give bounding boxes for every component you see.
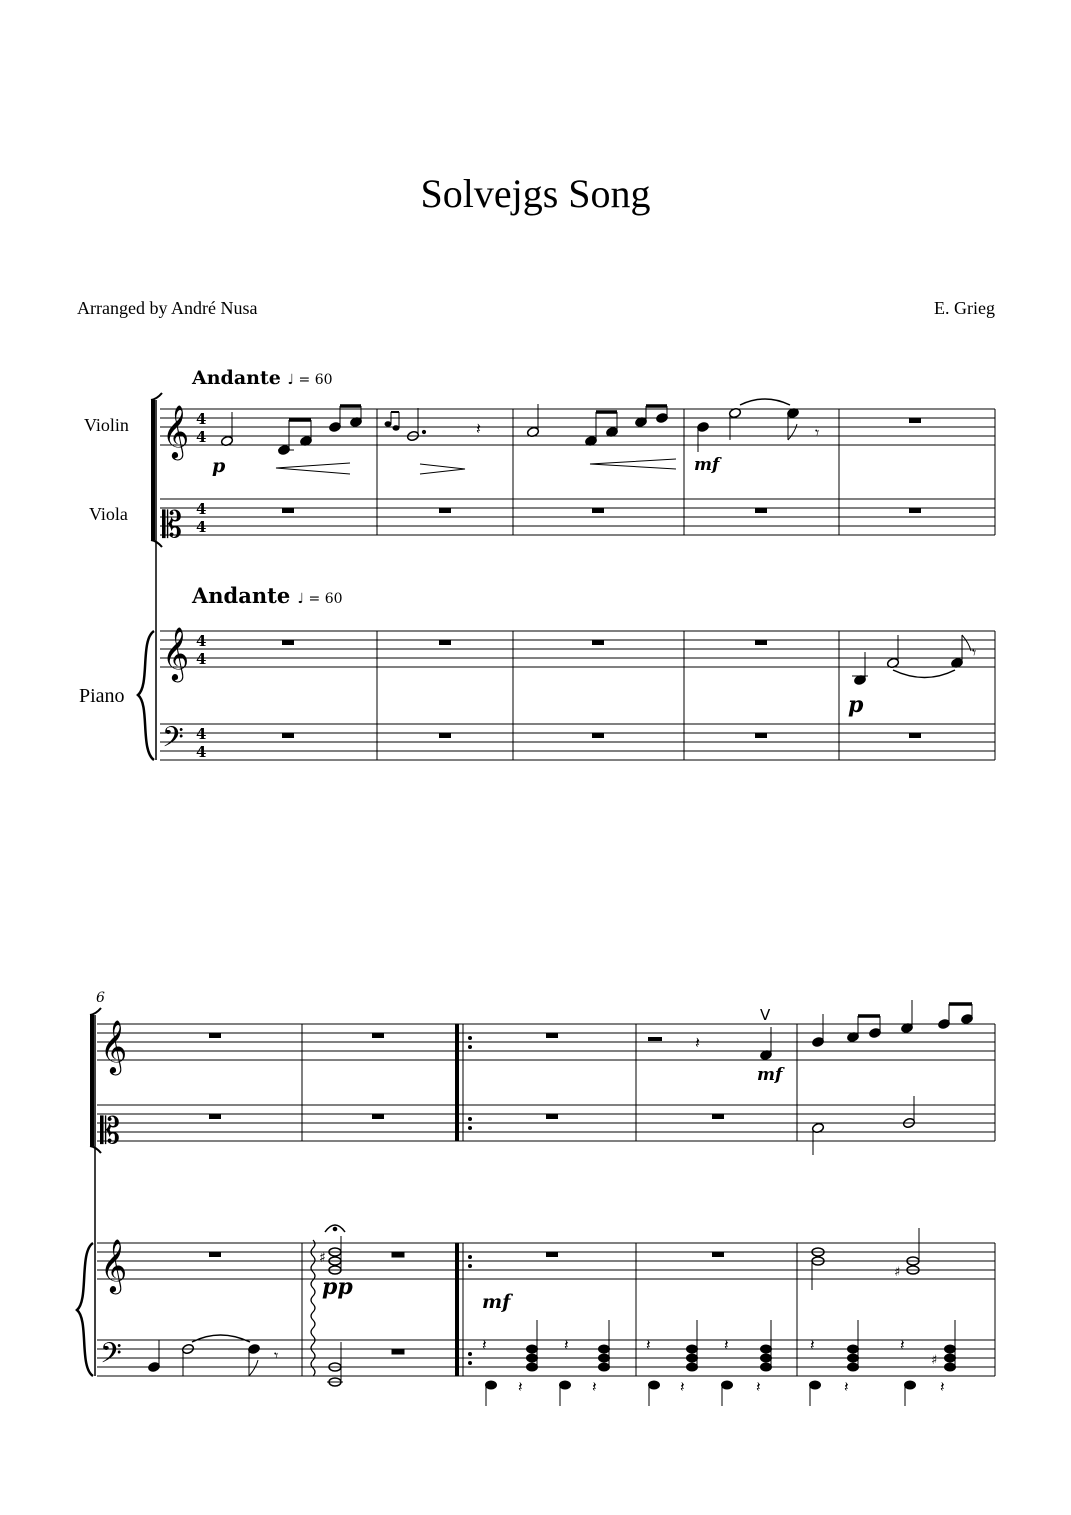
- measure-number: 6: [96, 990, 105, 1006]
- treble-clef-icon: 𝄞: [100, 1019, 128, 1073]
- svg-text:𝄾: 𝄾: [274, 1346, 279, 1365]
- bass-pattern: [482, 1320, 956, 1406]
- system-1: [138, 393, 995, 760]
- svg-text:4: 4: [196, 410, 207, 428]
- staff-viola-2: [97, 1105, 995, 1141]
- arranger-credit: Arranged by André Nusa: [77, 298, 258, 318]
- whole-rests-2: [209, 1033, 724, 1257]
- tempo-text: Andante: [192, 583, 291, 608]
- svg-text:𝄽: 𝄽: [695, 1033, 700, 1052]
- instrument-label-piano: Piano: [79, 685, 125, 707]
- dynamic-mark: mf: [482, 1291, 511, 1313]
- piano-brace: [138, 631, 154, 760]
- barlines-piano-2: [302, 1243, 995, 1376]
- dynamic-mark: pp: [322, 1274, 353, 1300]
- dynamic-mark: mf: [757, 1065, 783, 1085]
- svg-text:𝄽: 𝄽: [756, 1378, 761, 1396]
- system-2: [77, 1008, 995, 1376]
- dynamics-system-2: [322, 1065, 785, 1313]
- clefs-system-2: [100, 1019, 127, 1377]
- svg-text:𝄽: 𝄽: [518, 1378, 523, 1396]
- svg-text:4: 4: [196, 743, 207, 761]
- staff-viola: [160, 499, 995, 535]
- metronome-mark: ♩ = 60: [287, 372, 333, 388]
- repeat-dots: [468, 1036, 472, 1365]
- clefs-system-1: [162, 404, 189, 761]
- svg-text:𝄽: 𝄽: [592, 1378, 597, 1396]
- svg-text:𝄽: 𝄽: [482, 1336, 487, 1354]
- dynamics-system-1: [212, 455, 864, 718]
- alto-clef-icon: 𝄡: [162, 505, 183, 546]
- barlines-strings: [377, 409, 995, 535]
- hairpins: [276, 459, 676, 474]
- treble-clef-icon: 𝄞: [100, 1238, 128, 1292]
- piano-notes-m5: [852, 635, 976, 686]
- alto-clef-icon: 𝄡: [100, 1111, 121, 1152]
- treble-clef-icon: 𝄞: [162, 404, 190, 458]
- metronome-mark: ♩ = 60: [297, 591, 343, 607]
- svg-text:♯: ♯: [931, 1353, 938, 1368]
- svg-text:𝄽: 𝄽: [900, 1336, 905, 1354]
- svg-text:𝄽: 𝄽: [844, 1378, 849, 1396]
- staff-violin: [160, 409, 995, 445]
- staff-violin-2: [97, 1024, 995, 1060]
- svg-text:𝄽: 𝄽: [476, 419, 481, 438]
- svg-text:𝄽: 𝄽: [564, 1336, 569, 1354]
- time-signatures: [196, 410, 206, 761]
- treble-clef-icon: 𝄞: [162, 626, 190, 680]
- svg-text:4: 4: [196, 500, 207, 518]
- svg-text:𝄽: 𝄽: [680, 1378, 685, 1396]
- svg-text:𝄽: 𝄽: [810, 1336, 815, 1354]
- svg-text:𝄽: 𝄽: [940, 1378, 945, 1396]
- bass-clef-icon: 𝄢: [100, 1337, 122, 1377]
- staff-piano-bass: [160, 724, 995, 760]
- svg-text:♯: ♯: [319, 1250, 326, 1266]
- staff-piano-treble: [160, 631, 995, 667]
- svg-text:𝄽: 𝄽: [646, 1336, 651, 1354]
- svg-text:4: 4: [196, 428, 207, 446]
- svg-text:𝄾: 𝄾: [972, 643, 977, 662]
- svg-text:𝄾: 𝄾: [815, 423, 820, 442]
- svg-text:V: V: [760, 1006, 771, 1024]
- svg-text:𝄽: 𝄽: [724, 1336, 729, 1354]
- composer-credit: E. Grieg: [934, 298, 995, 318]
- instrument-label-violin: Violin: [84, 415, 129, 435]
- barlines-piano: [377, 631, 995, 760]
- whole-rests: [282, 418, 921, 738]
- violin-notes-system-2: [648, 1000, 974, 1061]
- dynamic-mark: mf: [694, 455, 720, 475]
- dynamic-mark: p: [848, 692, 864, 718]
- svg-text:4: 4: [196, 650, 207, 668]
- tempo-text: Andante: [192, 367, 281, 389]
- bass-clef-icon: 𝄢: [162, 721, 184, 761]
- svg-text:4: 4: [196, 725, 207, 743]
- svg-text:♯: ♯: [894, 1265, 901, 1280]
- staff-piano-bass-2: [97, 1340, 995, 1376]
- score-title: Solvejgs Song: [420, 171, 651, 216]
- instrument-label-viola: Viola: [89, 504, 128, 524]
- svg-text:4: 4: [196, 632, 207, 650]
- svg-text:4: 4: [196, 518, 207, 536]
- staff-piano-treble-2: [97, 1243, 995, 1279]
- dynamic-mark: p: [212, 455, 226, 477]
